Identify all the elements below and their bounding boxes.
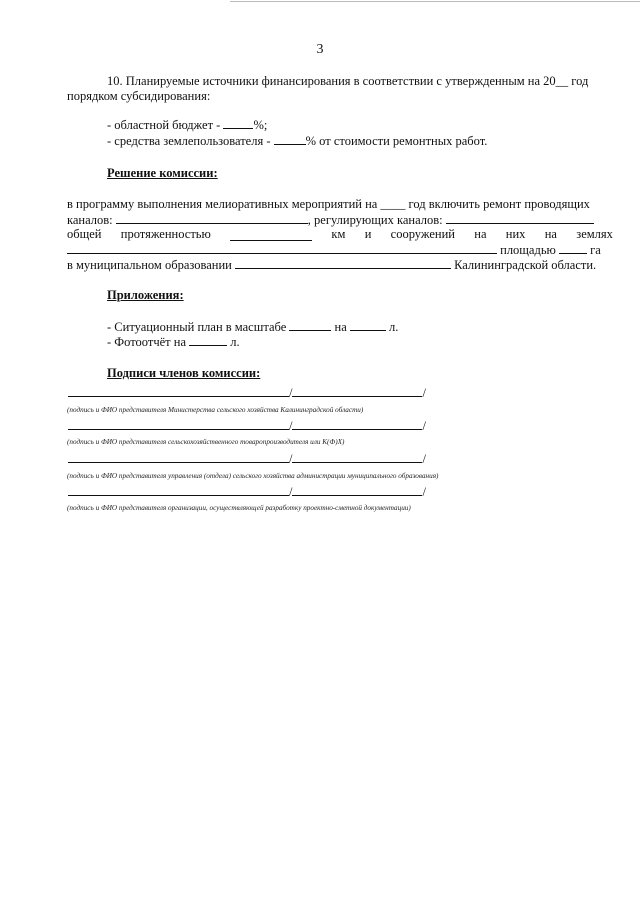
attachment-label: - Ситуационный план в масштабе bbox=[107, 320, 287, 334]
funding-item-suffix: %; bbox=[253, 118, 268, 132]
signatures-heading: Подписи членов комиссии: bbox=[107, 366, 261, 380]
top-rule bbox=[230, 1, 640, 2]
section10-line1: 10. Планируемые источники финансирования в соответствии с утвержденным на 20__ год bbox=[107, 74, 589, 88]
decision-line1: в программу выполнения мелиоративных мероприятий на ____ год включить ремонт проводящих bbox=[67, 197, 590, 211]
name-field bbox=[292, 451, 422, 463]
decision-line2 bbox=[67, 212, 594, 228]
signature-caption-4: (подпись и ФИО представителя организации, осуществляющей разработку проектно-сметной документации) bbox=[67, 504, 411, 512]
blank-field bbox=[230, 229, 312, 241]
blank-field bbox=[235, 257, 451, 269]
funding-item-label: - областной бюджет - bbox=[107, 118, 224, 132]
word: протяженностью bbox=[120, 227, 211, 241]
word: землях bbox=[576, 227, 613, 241]
blank-field bbox=[559, 242, 587, 254]
signature-separator: / bbox=[422, 452, 426, 466]
signature-field bbox=[68, 451, 289, 463]
signature-field bbox=[68, 484, 289, 496]
decision-line3 bbox=[67, 227, 613, 242]
word: них bbox=[505, 227, 526, 241]
signature-separator: / bbox=[289, 419, 293, 433]
signature-separator: / bbox=[422, 419, 426, 433]
signature-separator: / bbox=[289, 452, 293, 466]
funding-item-regional-budget bbox=[107, 117, 267, 133]
signature-caption-1: (подпись и ФИО представителя Министерства сельского хозяйства Калининградской области) bbox=[67, 406, 364, 414]
blank-field bbox=[116, 212, 308, 224]
signature-field bbox=[68, 385, 289, 397]
name-field bbox=[292, 385, 422, 397]
signature-line-4 bbox=[68, 484, 426, 500]
signature-separator: / bbox=[289, 485, 293, 499]
name-field bbox=[292, 484, 422, 496]
signature-caption-3: (подпись и ФИО представителя управления (отдела) сельского хозяйства администрации муниципального образования) bbox=[67, 472, 439, 480]
decision-label: га bbox=[590, 243, 601, 257]
decision-heading: Решение комиссии: bbox=[107, 166, 218, 180]
decision-label: Калининградской области. bbox=[454, 258, 597, 272]
decision-label: в муниципальном образовании bbox=[67, 258, 232, 272]
funding-item-suffix: % от стоимости ремонтных работ. bbox=[305, 134, 488, 148]
word: км bbox=[331, 227, 346, 241]
blank-field bbox=[274, 133, 306, 145]
decision-label: площадью bbox=[500, 243, 556, 257]
word: на bbox=[474, 227, 487, 241]
blank-field bbox=[223, 117, 253, 129]
attachments-heading: Приложения: bbox=[107, 288, 184, 302]
attachment-label: на bbox=[334, 320, 347, 334]
word: на bbox=[544, 227, 557, 241]
signature-separator: / bbox=[422, 485, 426, 499]
attachment-label: л. bbox=[230, 335, 240, 349]
blank-field bbox=[67, 242, 497, 254]
page-number: 3 bbox=[316, 42, 324, 57]
decision-label: каналов: bbox=[67, 213, 113, 227]
blank-field bbox=[189, 334, 227, 346]
signature-field bbox=[68, 418, 289, 430]
decision-line4 bbox=[67, 242, 601, 258]
word: сооружений bbox=[390, 227, 455, 241]
word: и bbox=[364, 227, 372, 241]
decision-label: , регулирующих каналов: bbox=[307, 213, 443, 227]
name-field bbox=[292, 418, 422, 430]
signature-separator: / bbox=[422, 386, 426, 400]
signature-caption-2: (подпись и ФИО представителя сельскохозяйственного товаропроизводителя или К(Ф)Х) bbox=[67, 438, 345, 446]
blank-field bbox=[350, 319, 386, 331]
attachment-situation-plan bbox=[107, 319, 398, 335]
funding-item-land-user bbox=[107, 133, 487, 149]
signature-line-1 bbox=[68, 385, 426, 401]
funding-item-label: - средства землепользователя - bbox=[107, 134, 274, 148]
signature-separator: / bbox=[289, 386, 293, 400]
attachment-photo-report bbox=[107, 334, 240, 350]
signature-line-3 bbox=[68, 451, 426, 467]
blank-field bbox=[446, 212, 594, 224]
signature-line-2 bbox=[68, 418, 426, 434]
section10-line2: порядком субсидирования: bbox=[67, 89, 211, 103]
word: общей bbox=[67, 227, 102, 241]
attachment-label: - Фотоотчёт на bbox=[107, 335, 187, 349]
decision-line5 bbox=[67, 257, 596, 273]
blank-field bbox=[289, 319, 331, 331]
attachment-label: л. bbox=[389, 320, 399, 334]
